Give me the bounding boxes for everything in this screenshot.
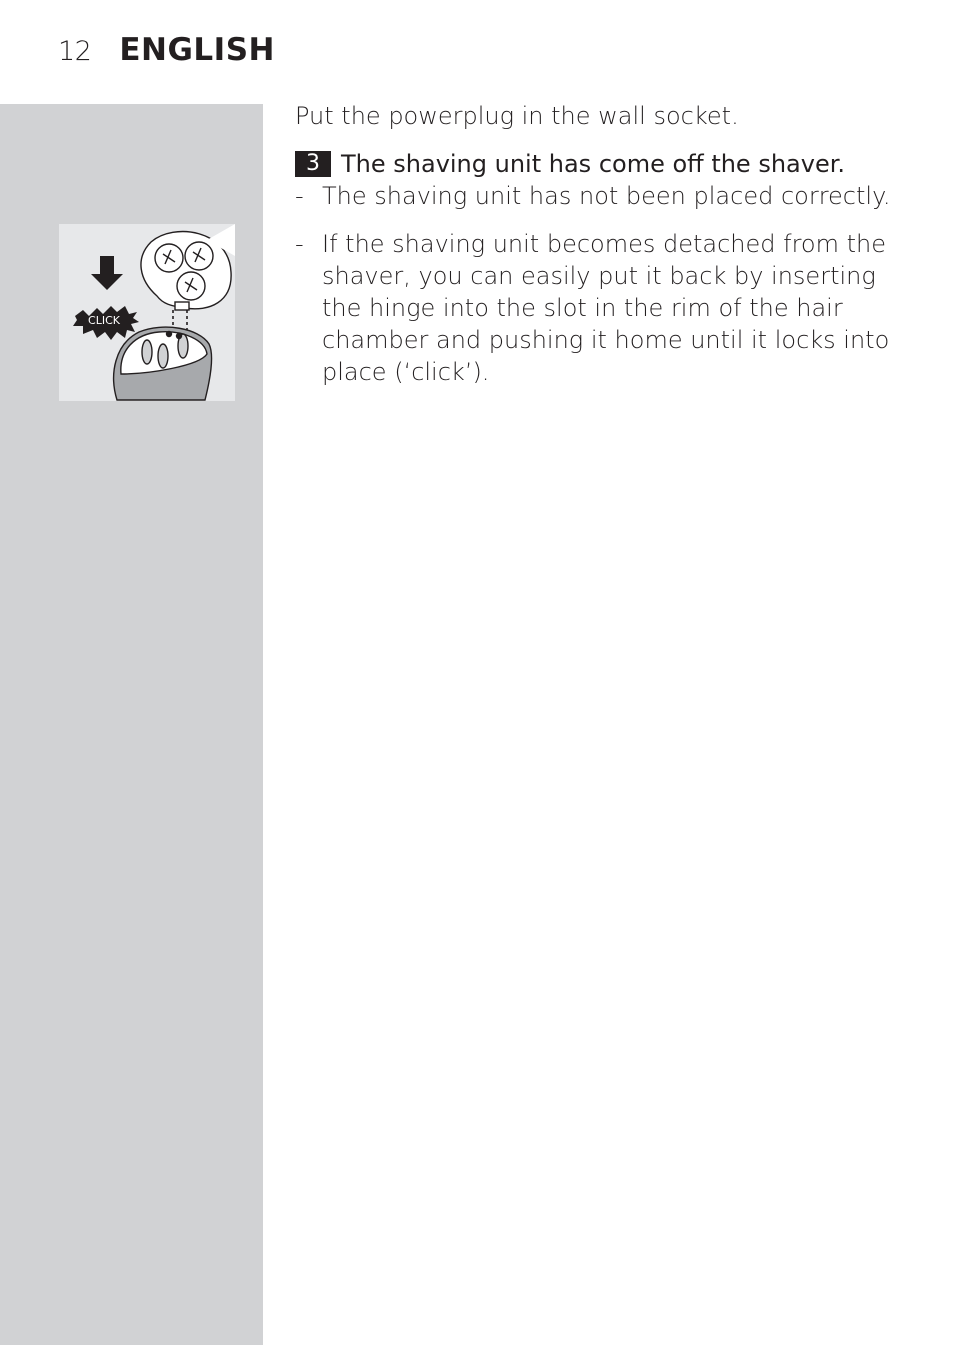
section-title: ENGLISH [119,32,275,68]
bullet-dash: - [295,182,304,210]
bullet-text: If the shaving unit becomes detached from the shaver, you can easily put it back by inserting the hinge into the slot in the rim of the hair chamber and pushing it home until it locks into place (‘click’). [322,230,890,386]
arrow-down-icon [91,256,123,290]
click-badge-text: CLICK [88,314,120,327]
step-number-badge: 3 [295,151,331,177]
list-item [295,180,895,212]
page-header [58,32,275,76]
page-number: 12 [58,36,92,67]
bullet-dash: - [295,230,304,258]
bullet-text: The shaving unit has not been placed correctly. [322,182,891,210]
step-title: The shaving unit has come off the shaver. [341,150,846,178]
click-starburst-icon [73,306,139,340]
step-heading [295,148,895,180]
main-content [295,100,895,388]
figure-pointer [207,224,235,256]
intro-text: Put the powerplug in the wall socket. [295,102,739,130]
list-item [295,228,895,388]
shaver-body-drawing [114,327,212,400]
